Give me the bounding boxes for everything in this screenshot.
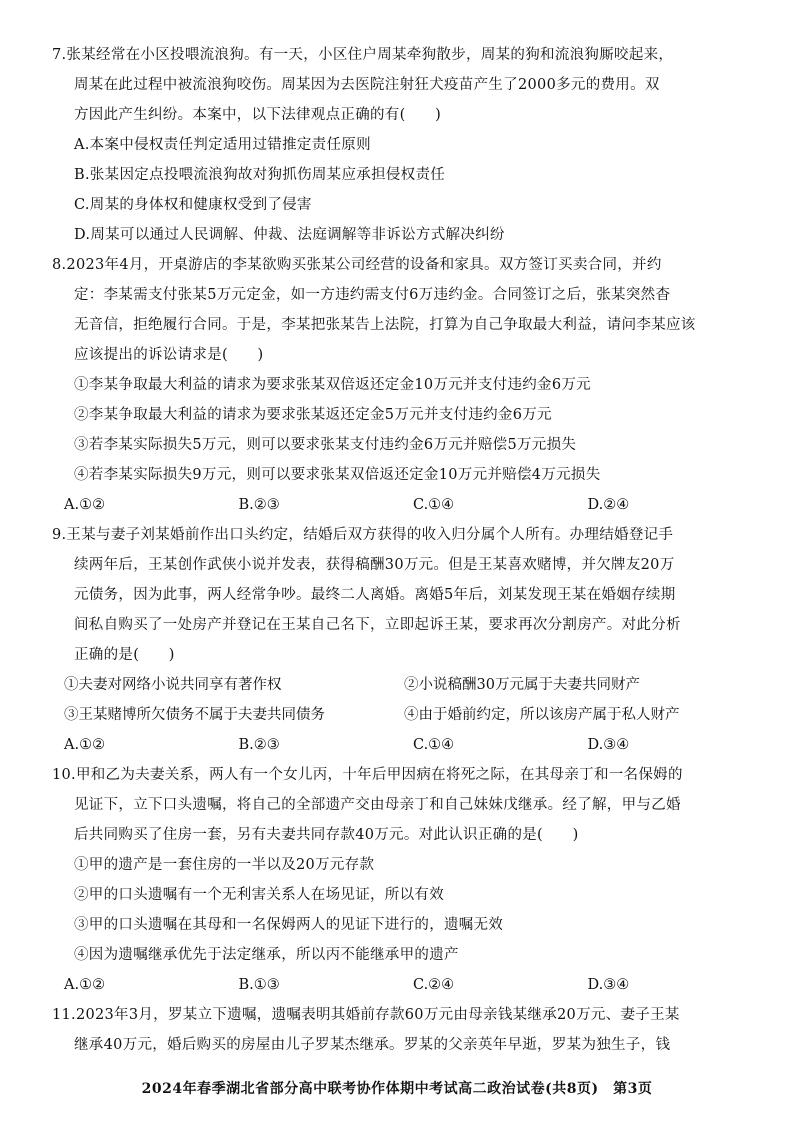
stem-line: 间私自购买了一处房产并登记在王某自己名下，立即起诉王某，要求再次分割房产。对此分析: [74, 617, 681, 633]
option-a: A.本案中侵权责任判定适用过错推定责任原则: [74, 137, 371, 153]
statement-item: ②甲的口头遗嘱有一个无利害关系人在场见证，所以有效: [74, 887, 444, 903]
statement-item: ③王某赌博所欠债务不属于夫妻共同债务: [64, 707, 325, 723]
statement-item: ③若李某实际损失5万元，则可以要求张某支付违约金6万元并赔偿5万元损失: [74, 437, 577, 453]
stem-line: 7.张某经常在小区投喂流浪狗。有一天，小区住户周某牵狗散步，周某的狗和流浪狗厮咬起来，: [52, 47, 674, 63]
choice-b: B.②③: [238, 497, 280, 513]
stem-line: 见证下，立下口头遗嘱，将自己的全部遗产交由母亲丁和自己妹妹戊继承。经了解，甲与乙婚: [74, 797, 681, 813]
stem-line: 10.甲和乙为夫妻关系，两人有一个女儿丙，十年后甲因病在将死之际，在其母亲丁和一名保姆的: [52, 767, 683, 783]
page-footer: 2024年春季湖北省部分高中联考协作体期中考试高二政治试卷(共8页) 第3页: [141, 1081, 653, 1097]
stem-line: 周某在此过程中被流浪狗咬伤。周某因为去医院注射狂犬疫苗产生了2000多元的费用。双: [74, 77, 660, 93]
choice-b: B.②③: [238, 737, 280, 753]
stem-line: 8.2023年4月，开桌游店的李某欲购买张某公司经营的设备和家具。双方签订买卖合同，并约: [52, 257, 662, 273]
stem-line: 无音信，拒绝履行合同。于是，李某把张某告上法院，打算为自己争取最大利益，请问李某应该: [74, 317, 696, 333]
statement-item: ②李某争取最大利益的请求为要求张某返还定金5万元并支付违约金6万元: [74, 407, 552, 423]
stem-line: 后共同购买了住房一套，另有夫妻共同存款40万元。对此认识正确的是( ): [74, 827, 579, 843]
question-10: [52, 760, 762, 1000]
choice-d: D.③④: [587, 977, 630, 993]
question-9: [52, 520, 762, 760]
statement-item: ③甲的口头遗嘱在其母和一名保姆两人的见证下进行的，遗嘱无效: [74, 917, 504, 933]
stem-line: 9.王某与妻子刘某婚前作出口头约定，结婚后双方获得的收入归分属个人所有。办理结婚登记手: [52, 527, 674, 543]
choice-c: C.②④: [413, 977, 455, 993]
option-c: C.周某的身体权和健康权受到了侵害: [74, 197, 312, 213]
statement-item: ④若李某实际损失9万元，则可以要求张某双倍返还定金10万元并赔偿4万元损失: [74, 467, 601, 483]
choice-c: C.①④: [413, 737, 455, 753]
question-8: [52, 250, 762, 520]
statement-item: ①李某争取最大利益的请求为要求张某双倍返还定金10万元并支付违约金6万元: [74, 377, 591, 393]
statement-item: ④由于婚前约定，所以该房产属于私人财产: [404, 707, 680, 723]
statement-row: [52, 700, 762, 730]
question-7: [52, 40, 762, 250]
stem-line: 应该提出的诉讼请求是( ): [74, 347, 264, 363]
stem-line: 方因此产生纠纷。本案中，以下法律观点正确的有( ): [74, 107, 442, 123]
choice-a: A.①②: [64, 737, 106, 753]
choice-c: C.①④: [413, 497, 455, 513]
stem-line: 正确的是( ): [74, 647, 175, 663]
stem-line: 元债务，因为此事，两人经常争吵。最终二人离婚。离婚5年后，刘某发现王某在婚姻存续期: [74, 587, 676, 603]
choice-a: A.①②: [64, 497, 106, 513]
answer-choices: [52, 970, 762, 1000]
answer-choices: [52, 490, 762, 520]
statement-item: ①甲的遗产是一套住房的一半以及20万元存款: [74, 857, 375, 873]
choice-a: A.①②: [64, 977, 106, 993]
statement-item: ④因为遗嘱继承优先于法定继承，所以丙不能继承甲的遗产: [74, 947, 459, 963]
choice-d: D.③④: [587, 737, 630, 753]
stem-line: 继承40万元，婚后购买的房屋由儿子罗某杰继承。罗某的父亲英年早逝，罗某为独生子，钱: [74, 1037, 671, 1053]
statement-item: ②小说稿酬30万元属于夫妻共同财产: [404, 677, 640, 693]
option-d: D.周某可以通过人民调解、仲裁、法庭调解等非诉讼方式解决纠纷: [74, 227, 505, 243]
stem-line: 11.2023年3月，罗某立下遗嘱，遗嘱表明其婚前存款60万元由母亲钱某继承20万元、妻子王某: [52, 1007, 680, 1023]
stem-line: 定：李某需支付张某5万元定金，如一方违约需支付6万违约金。合同签订之后，张某突然杳: [74, 287, 671, 303]
statement-item: ①夫妻对网络小说共同享有著作权: [64, 677, 282, 693]
question-7-stem: [52, 40, 762, 130]
answer-choices: [52, 730, 762, 760]
statement-row: [52, 670, 762, 700]
question-11: [52, 1000, 762, 1060]
choice-b: B.①③: [238, 977, 280, 993]
stem-line: 续两年后，王某创作武侠小说并发表，获得稿酬30万元。但是王某喜欢赌博，并欠牌友20万: [74, 557, 675, 573]
choice-d: D.②④: [587, 497, 630, 513]
option-b: B.张某因定点投喂流浪狗故对狗抓伤周某应承担侵权责任: [74, 167, 446, 183]
